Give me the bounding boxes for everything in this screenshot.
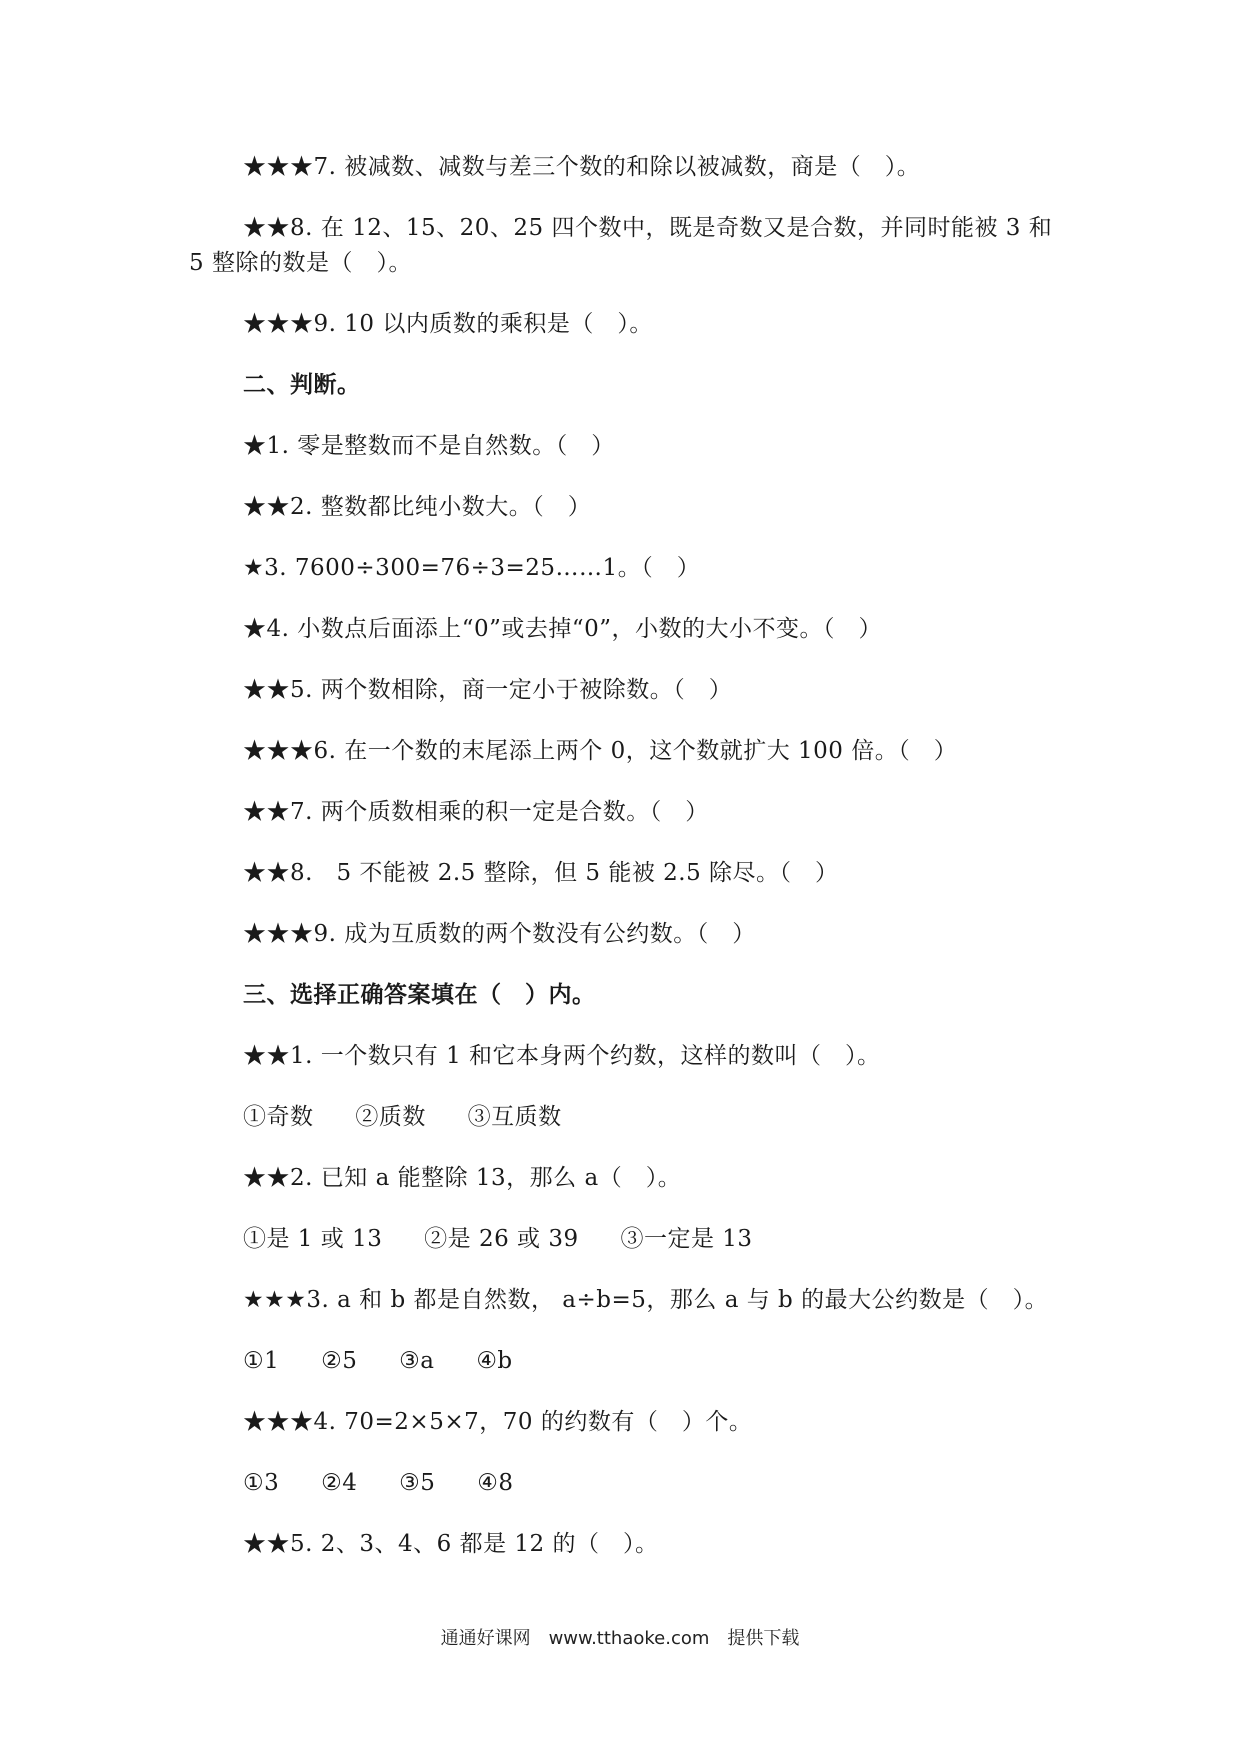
- option: ①3: [243, 1470, 280, 1496]
- judge-item-6: ★★★6. 在一个数的末尾添上两个 0，这个数就扩大 100 倍。（ ）: [243, 738, 958, 764]
- judge-item-4: ★4. 小数点后面添上“0”或去掉“0”，小数的大小不变。（ ）: [243, 616, 883, 642]
- option: ③5: [399, 1470, 436, 1496]
- choice-question-5: ★★5. 2、3、4、6 都是 12 的（ ）。: [243, 1531, 659, 1557]
- option: ②是 26 或 39: [424, 1226, 579, 1252]
- question-9: ★★★9. 10 以内质数的乘积是（ ）。: [243, 311, 653, 337]
- judge-item-8: ★★8. 5 不能被 2.5 整除，但 5 能被 2.5 除尽。（ ）: [243, 860, 839, 886]
- judge-item-2: ★★2. 整数都比纯小数大。（ ）: [243, 494, 592, 520]
- judge-item-1: ★1. 零是整数而不是自然数。（ ）: [243, 433, 615, 459]
- choice-question-4: ★★★4. 70=2×5×7，70 的约数有（ ）个。: [243, 1409, 753, 1435]
- choice-question-2: ★★2. 已知 a 能整除 13，那么 a（ ）。: [243, 1165, 682, 1191]
- option: ②质数: [355, 1104, 426, 1130]
- choice-question-3: ★★★3. a 和 b 都是自然数， a÷b=5，那么 a 与 b 的最大公约数是（ ）。: [243, 1287, 1049, 1313]
- option: ④8: [477, 1470, 514, 1496]
- option: ①奇数: [243, 1104, 314, 1130]
- option: ②5: [321, 1348, 358, 1374]
- option: ②4: [321, 1470, 358, 1496]
- option: ①是 1 或 13: [243, 1226, 383, 1252]
- section-3-heading: 三、选择正确答案填在（ ）内。: [243, 981, 596, 1008]
- section-2-heading: 二、判断。: [243, 371, 361, 398]
- option: ③互质数: [467, 1104, 562, 1130]
- choice-question-2-options: [243, 1224, 787, 1254]
- question-8-line-1: ★★8. 在 12、15、20、25 四个数中，既是奇数又是合数，并同时能被 3 和: [243, 215, 1053, 241]
- judge-item-3: ★3. 7600÷300=76÷3=25……1。（ ）: [243, 555, 701, 581]
- question-7: ★★★7. 被减数、减数与差三个数的和除以被减数，商是（ ）。: [243, 154, 921, 180]
- option: ③a: [399, 1348, 435, 1374]
- choice-question-1: ★★1. 一个数只有 1 和它本身两个约数，这样的数叫（ ）。: [243, 1043, 881, 1069]
- option: ④b: [476, 1348, 513, 1374]
- choice-question-4-options: [243, 1468, 548, 1498]
- choice-question-3-options: [243, 1346, 547, 1376]
- choice-question-1-options: [243, 1102, 596, 1132]
- judge-item-9: ★★★9. 成为互质数的两个数没有公约数。（ ）: [243, 921, 756, 947]
- judge-item-5: ★★5. 两个数相除，商一定小于被除数。（ ）: [243, 677, 733, 703]
- option: ①1: [243, 1348, 280, 1374]
- question-8-line-2: 5 整除的数是（ ）。: [189, 250, 412, 276]
- option: ③一定是 13: [620, 1226, 753, 1252]
- judge-item-7: ★★7. 两个质数相乘的积一定是合数。（ ）: [243, 799, 709, 825]
- page-footer: 通通好课网 www.tthaoke.com 提供下载: [440, 1628, 800, 1649]
